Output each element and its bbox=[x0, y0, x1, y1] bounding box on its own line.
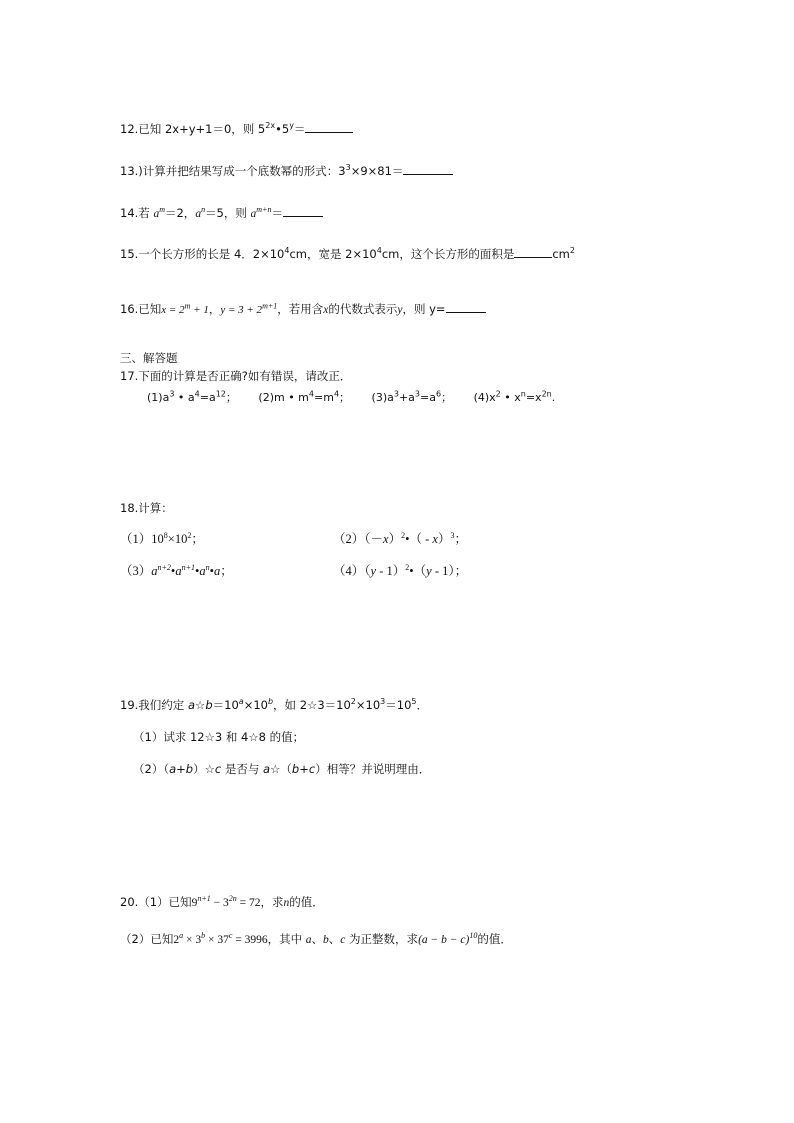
q18-p4c: •（ bbox=[409, 564, 427, 578]
q16-xv: x bbox=[323, 304, 329, 316]
q18-p4b: - 1） bbox=[376, 564, 406, 578]
q19-eb: b bbox=[267, 697, 274, 707]
q13-prefix: 13.)计算并把结果写成一个底数幂的形式：3 bbox=[120, 164, 346, 178]
q15-p2: cm，宽是 2×10 bbox=[289, 247, 377, 261]
q20-formula-1 bbox=[191, 894, 261, 909]
q18-p4e1: 2 bbox=[405, 562, 410, 572]
q12-exp1: 2x bbox=[265, 121, 276, 131]
q19-s2b1: b bbox=[185, 762, 194, 776]
q17-i3e3: 6 bbox=[435, 389, 442, 399]
q20-f1e2: 2n bbox=[228, 894, 237, 904]
q18-part-1 bbox=[120, 531, 204, 547]
question-19 bbox=[120, 697, 428, 713]
q15-e3: 2 bbox=[569, 246, 575, 256]
q18-p1e1: 8 bbox=[163, 530, 168, 540]
q17-i1e3: 12 bbox=[215, 389, 226, 399]
q20-c1: 、 bbox=[311, 932, 324, 946]
q17-i1d: ； bbox=[225, 391, 237, 404]
q19-p7: ． bbox=[416, 698, 428, 712]
q19-p3: ×10 bbox=[243, 698, 268, 712]
q20-f1b: − 3 bbox=[210, 897, 229, 909]
q17-i3e1: 3 bbox=[393, 389, 399, 399]
question-20-part-2 bbox=[120, 931, 512, 948]
q18-p3f: ； bbox=[220, 564, 233, 578]
question-15 bbox=[120, 245, 575, 262]
q15-p3: cm，这个长方形的面积是 bbox=[381, 247, 515, 261]
q17-i2b: =m bbox=[314, 391, 334, 404]
q18-part-2 bbox=[333, 531, 467, 547]
q18-p1a: （1）10 bbox=[120, 532, 164, 546]
q14-e1: m bbox=[159, 205, 165, 215]
q17-i1e2: 4 bbox=[194, 389, 200, 399]
q17-i4d: . bbox=[551, 391, 556, 404]
q18-p3v4: a bbox=[214, 564, 221, 578]
q17-i4b: • x bbox=[500, 391, 521, 404]
q19-s2d: 是否与 bbox=[221, 762, 264, 776]
q17-i3e2: 3 bbox=[414, 389, 421, 399]
q16-t2: 的代数式表示 bbox=[328, 302, 398, 316]
q12-prefix: 12.已知 2x+y+1＝0，则 5 bbox=[120, 122, 266, 136]
q19-s2b2: b bbox=[291, 762, 300, 776]
q18-p3c: • bbox=[194, 564, 200, 578]
question-13 bbox=[120, 162, 453, 179]
q12-exp2: y bbox=[289, 121, 294, 131]
q20-f3e: 10 bbox=[469, 931, 478, 941]
q14-e3: m+n bbox=[256, 205, 272, 215]
q16-f1b: + 1 bbox=[190, 304, 209, 316]
q16-f1a: x = 2 bbox=[161, 304, 185, 316]
q19-s2c2: c bbox=[308, 762, 316, 776]
q20-f3a: (a − b − c) bbox=[418, 934, 470, 946]
q16-t3: ，则 y= bbox=[402, 302, 446, 316]
q14-t2: ＝5，则 bbox=[205, 206, 251, 220]
q18-p3e3: n bbox=[205, 562, 210, 572]
q18-p1e2: 2 bbox=[187, 530, 192, 540]
q17-i2e1: 4 bbox=[308, 389, 314, 399]
section-3-title: 三、解答题 bbox=[120, 351, 178, 365]
q20-p1: 20.（1）已知 bbox=[120, 895, 192, 909]
q19-p1: 19.我们约定 bbox=[120, 698, 188, 712]
q17-i2c: ； bbox=[339, 391, 351, 404]
q17-i2a: (2)m • m bbox=[258, 391, 309, 404]
q16-formula-y bbox=[220, 301, 278, 316]
q20-f2c: × 37 bbox=[205, 934, 229, 946]
q15-e2: 4 bbox=[376, 246, 382, 256]
q16-sep: ， bbox=[208, 302, 221, 316]
q18-p1b: ×10 bbox=[167, 532, 188, 546]
question-17-title: 17.下面的计算是否正确?如有错误，请改正． bbox=[120, 369, 352, 383]
q17-item-4 bbox=[474, 391, 556, 404]
question-17-items bbox=[147, 390, 555, 406]
q20-p3: 的值． bbox=[289, 895, 324, 909]
q15-unit: cm bbox=[552, 247, 570, 261]
q19-s2c1: c bbox=[214, 762, 222, 776]
q14-t1: ＝2， bbox=[164, 206, 196, 220]
question-20-part-1 bbox=[120, 894, 324, 911]
q16-f2e: m+1 bbox=[262, 301, 278, 311]
q19-p4: ，如 2☆3＝10 bbox=[273, 698, 351, 712]
q20-s2c: 为正整数，求 bbox=[345, 932, 419, 946]
q17-i4c: =x bbox=[525, 391, 542, 404]
q17-i3d: ； bbox=[441, 391, 453, 404]
q19-e5: 5 bbox=[411, 697, 417, 707]
q14-answer-blank[interactable] bbox=[283, 204, 323, 217]
q18-p2c: •（ - bbox=[405, 532, 433, 546]
q15-p1: 15.一个长方形的长是 4．2×10 bbox=[120, 247, 285, 261]
q18-p2e2: 3 bbox=[450, 530, 455, 540]
q17-i2e2: 4 bbox=[333, 389, 340, 399]
q15-answer-blank[interactable] bbox=[514, 245, 552, 258]
q18-p3v3: a bbox=[199, 564, 206, 578]
q17-i1c: =a bbox=[199, 391, 216, 404]
q19-s2a1: a bbox=[169, 762, 177, 776]
q20-c2: 、 bbox=[328, 932, 341, 946]
q19-sub-1: （1）试求 12☆3 和 4☆8 的值； bbox=[133, 730, 305, 744]
q18-p2e1: 2 bbox=[401, 530, 406, 540]
q20-f1e1: n+1 bbox=[197, 894, 211, 904]
q18-p2x2: x bbox=[432, 532, 438, 546]
q17-i3c: =a bbox=[420, 391, 436, 404]
q20-f1a: 9 bbox=[191, 897, 198, 909]
question-14 bbox=[120, 204, 323, 222]
q18-p4a: （4）（ bbox=[333, 564, 371, 578]
q18-p3a: （3） bbox=[120, 564, 152, 578]
q20-av: a bbox=[305, 934, 312, 946]
q18-p4y2: y bbox=[426, 564, 432, 578]
q17-i1a: (1)a bbox=[147, 391, 170, 404]
q19-s2f: + bbox=[299, 762, 309, 776]
q20-s2d: 的值． bbox=[477, 932, 512, 946]
q14-a1: a bbox=[153, 208, 160, 220]
q20-formula-2 bbox=[173, 931, 268, 946]
q13-answer-blank[interactable] bbox=[403, 162, 453, 175]
q19-s2a2: a bbox=[263, 762, 271, 776]
q18-p2b: ） bbox=[388, 532, 402, 546]
q18-p2a: （2）（－ bbox=[333, 532, 384, 546]
q18-part-4 bbox=[333, 563, 467, 579]
q20-f2e1: a bbox=[179, 931, 184, 941]
question-18-title: 18.计算： bbox=[120, 501, 173, 515]
q20-nv: n bbox=[283, 897, 290, 909]
q19-s2a: （2）（ bbox=[133, 762, 170, 776]
q16-formula-x bbox=[161, 301, 209, 316]
q19-bv: b bbox=[205, 698, 213, 712]
q17-i1e1: 3 bbox=[169, 389, 175, 399]
q17-i4e1: 2 bbox=[495, 389, 501, 399]
q20-cv: c bbox=[340, 934, 346, 946]
q20-f2e2: b bbox=[201, 931, 206, 941]
q19-sub-2 bbox=[133, 761, 430, 777]
q20-s2: （2）已知 bbox=[120, 932, 174, 946]
q18-part-3 bbox=[120, 563, 233, 579]
q18-p2f: ； bbox=[454, 532, 467, 546]
q17-item-3 bbox=[372, 391, 453, 404]
question-12 bbox=[120, 120, 353, 137]
q16-answer-blank[interactable] bbox=[446, 300, 486, 313]
q16-t1: ，若用含 bbox=[277, 302, 324, 316]
q19-e2: 2 bbox=[350, 697, 356, 707]
q18-p4d: - 1）； bbox=[431, 564, 468, 578]
q18-p2d: ） bbox=[437, 532, 451, 546]
q19-e3: 3 bbox=[380, 697, 386, 707]
q19-ea: a bbox=[238, 697, 244, 707]
q16-f1e: m bbox=[184, 301, 191, 311]
q17-i1b: • a bbox=[174, 391, 195, 404]
q20-p2: ，求 bbox=[260, 895, 284, 909]
q16-yv: y bbox=[397, 304, 403, 316]
q17-i3b: +a bbox=[398, 391, 415, 404]
q12-answer-blank[interactable] bbox=[305, 120, 353, 133]
q13-exp: 3 bbox=[345, 163, 351, 173]
q13-suffix: ×9×81＝ bbox=[350, 164, 404, 178]
q18-p4y: y bbox=[370, 564, 377, 578]
q14-a3: a bbox=[250, 208, 257, 220]
q18-p3b: • bbox=[170, 564, 176, 578]
q12-mid: •5 bbox=[275, 122, 290, 136]
q19-s2e: ☆（ bbox=[270, 762, 292, 776]
q20-s2b: ，其中 bbox=[267, 932, 306, 946]
q17-item-1 bbox=[147, 391, 237, 404]
q17-item-2 bbox=[258, 391, 350, 404]
q17-i4a: (4)x bbox=[473, 391, 496, 404]
q19-av: a bbox=[187, 698, 196, 712]
q20-f2e3: c bbox=[228, 931, 233, 941]
q20-f1c: = 72 bbox=[236, 897, 261, 909]
q16-f2a: y = 3 + 2 bbox=[220, 304, 263, 316]
q19-p2: ＝10 bbox=[212, 698, 239, 712]
q18-p3v1: a bbox=[151, 564, 158, 578]
q14-prefix: 14.若 bbox=[120, 206, 154, 220]
q20-f2b: × 3 bbox=[183, 934, 202, 946]
q20-f2a: 2 bbox=[173, 934, 180, 946]
q14-a2: a bbox=[195, 208, 202, 220]
q18-p2x: x bbox=[383, 532, 389, 546]
q14-t3: ＝ bbox=[271, 206, 283, 220]
q20-f2d: = 3996 bbox=[232, 934, 268, 946]
q18-p3e2: n+1 bbox=[181, 562, 195, 572]
q19-p6: ＝10 bbox=[385, 698, 412, 712]
q20-bv: b bbox=[323, 934, 329, 946]
q15-e1: 4 bbox=[284, 246, 290, 256]
q20-formula-3 bbox=[418, 931, 478, 946]
q12-suffix: ＝ bbox=[293, 122, 306, 136]
q14-e2: n bbox=[201, 205, 206, 215]
q18-p1c: ； bbox=[191, 532, 204, 546]
q19-star: ☆ bbox=[195, 698, 206, 712]
q17-i4e2: n bbox=[520, 389, 526, 399]
question-16 bbox=[120, 300, 486, 318]
q19-p5: ×10 bbox=[355, 698, 381, 712]
q19-s2c: ）☆ bbox=[193, 762, 215, 776]
q17-i4e3: 2n bbox=[541, 389, 552, 399]
q17-i3a: (3)a bbox=[371, 391, 394, 404]
q18-p3d: • bbox=[209, 564, 214, 578]
q16-prefix: 16.已知 bbox=[120, 302, 162, 316]
q19-s2b: + bbox=[176, 762, 186, 776]
q18-p3v2: a bbox=[175, 564, 182, 578]
q18-p3e1: n+2 bbox=[157, 562, 171, 572]
q19-s2g: ）相等？并说明理由． bbox=[315, 762, 431, 776]
